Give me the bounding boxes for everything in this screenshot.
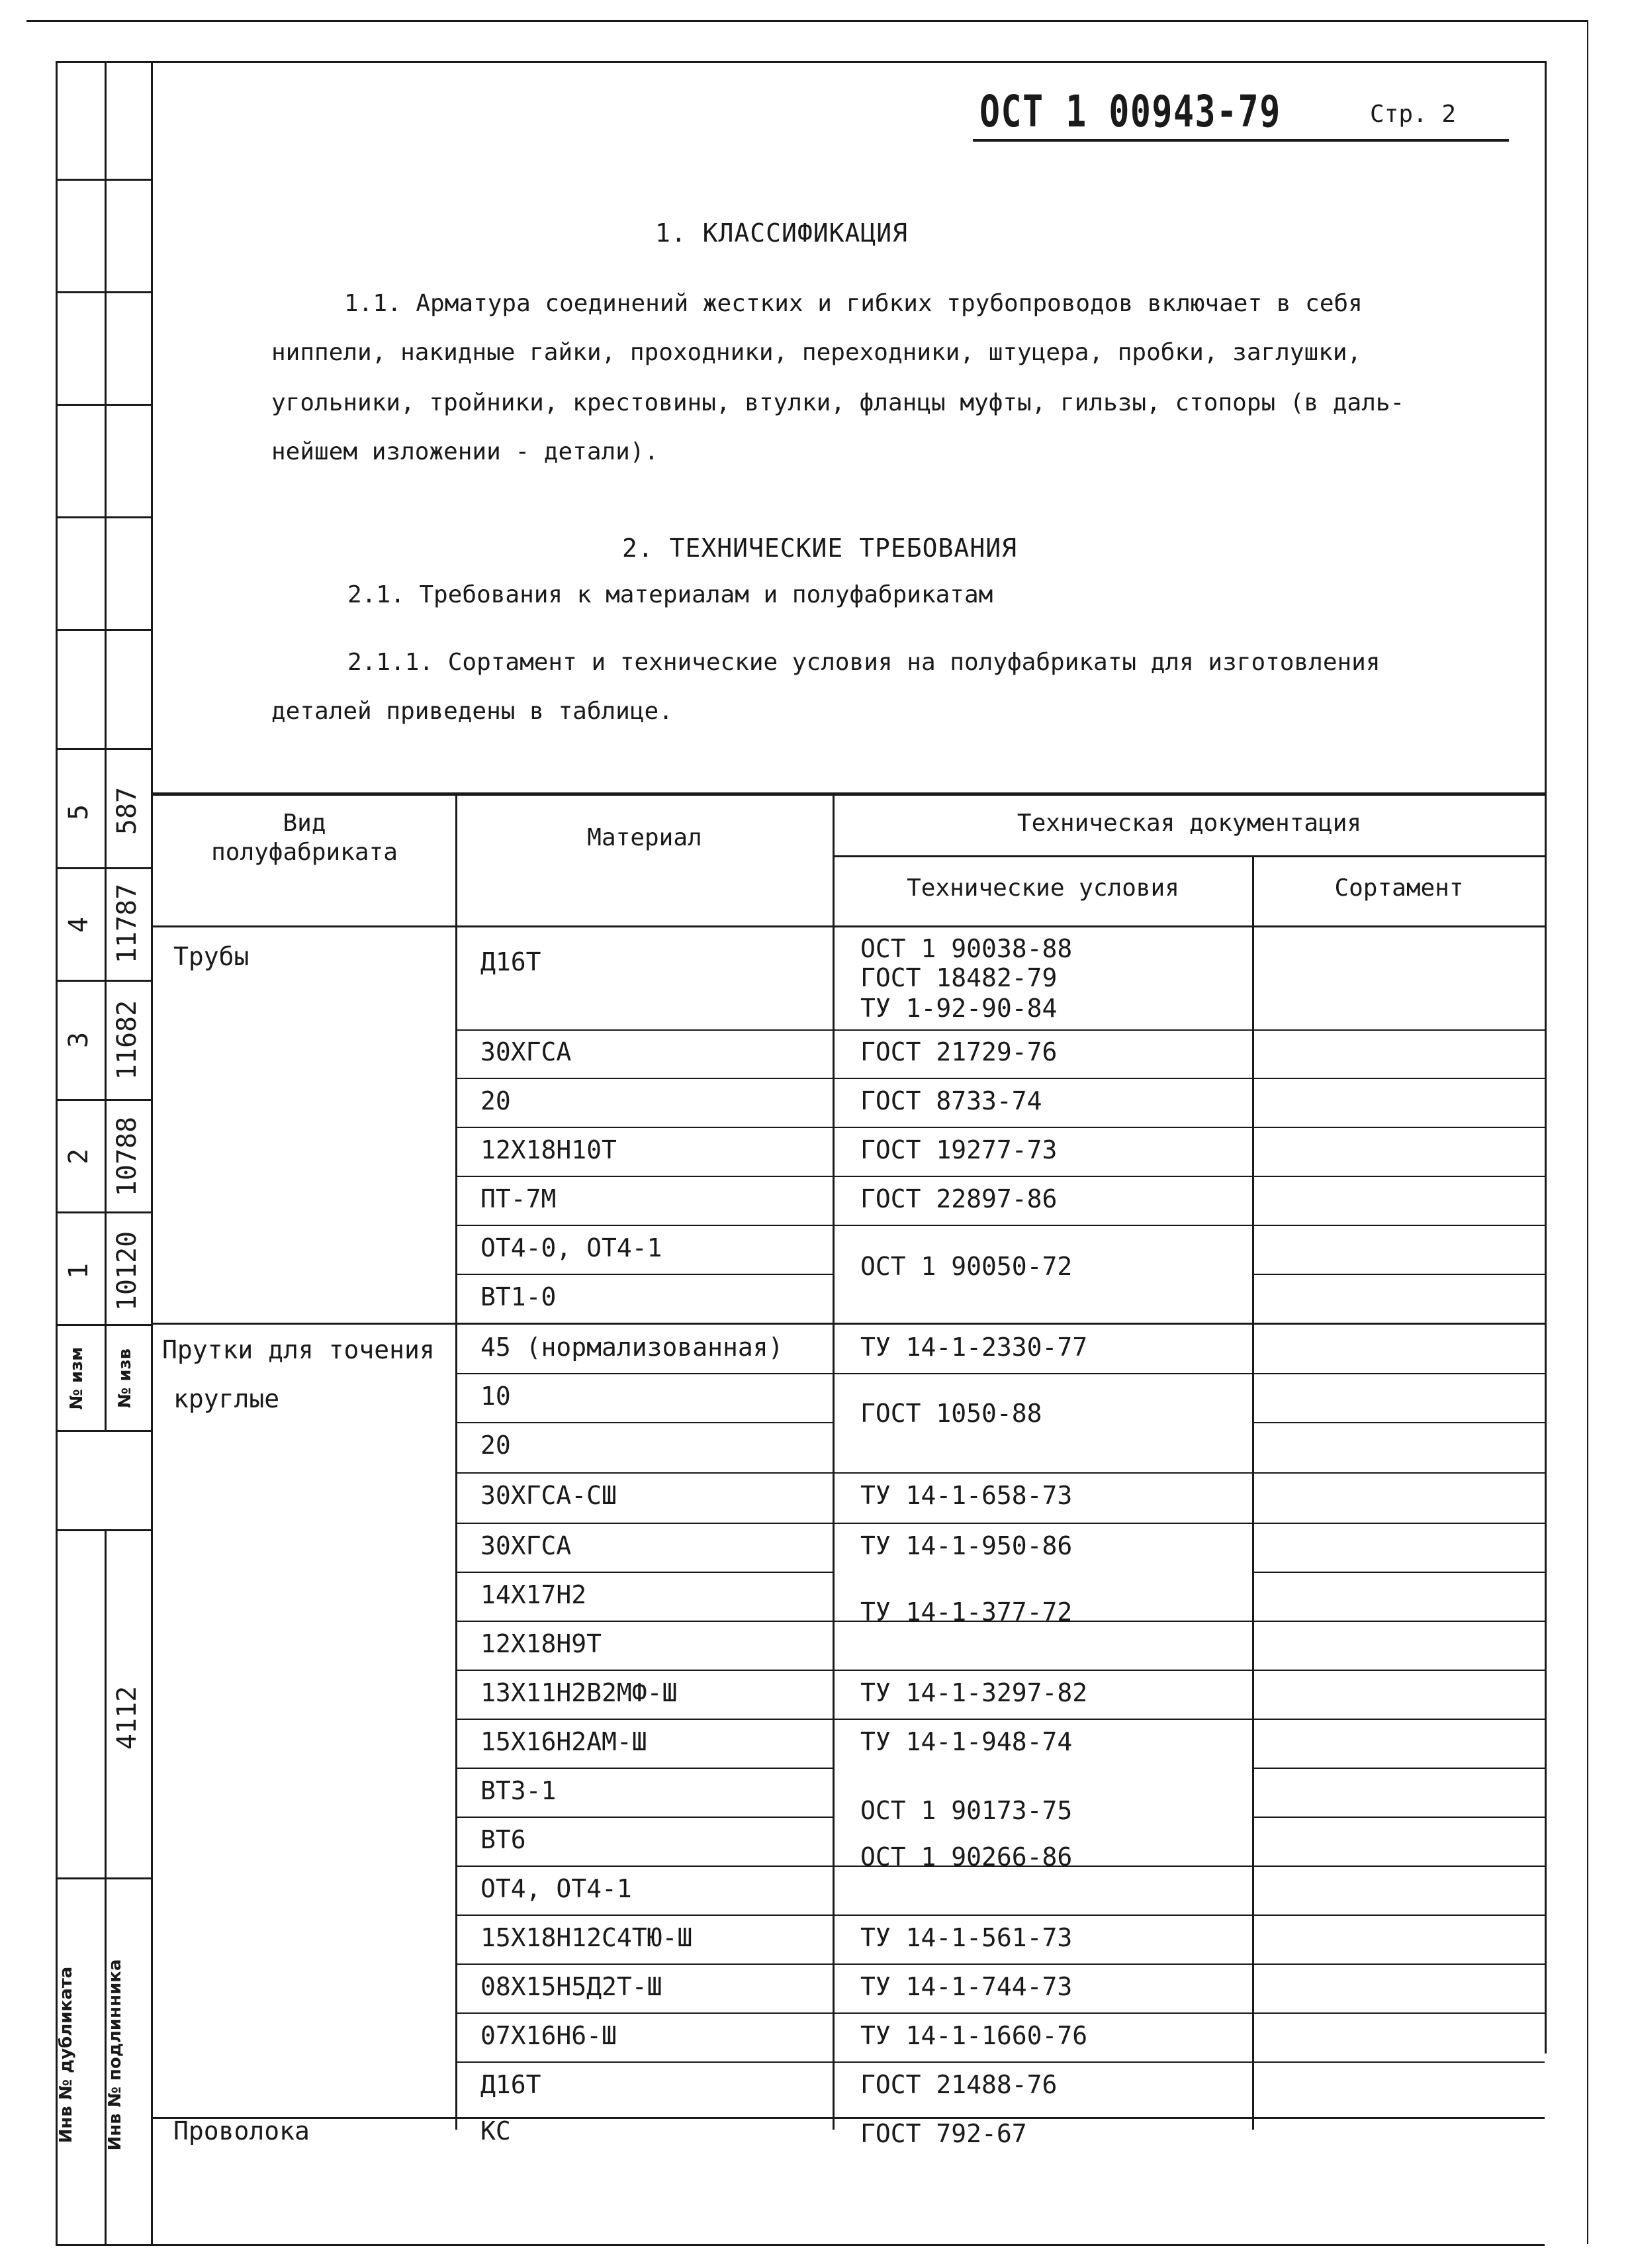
- frame-right: [1545, 61, 1547, 2054]
- row-line: [455, 1963, 1545, 1965]
- header-underline: [973, 139, 1509, 142]
- stamp-tick: [56, 867, 152, 869]
- table-header-bottom: [152, 925, 1545, 927]
- para-1-1-line3: угольники, тройники, крестовины, втулки, фланцы муфты, гильзы, стопоры (в даль-: [271, 389, 1405, 416]
- table-top-border: [152, 792, 1545, 796]
- stamp-tick: [56, 179, 152, 181]
- material-cell: 10: [480, 1382, 511, 1411]
- right-outer-rule: [1587, 20, 1588, 2244]
- stamp-izm-1: 1: [64, 1262, 94, 1280]
- stamp-izm-2: 2: [64, 1148, 94, 1165]
- material-cell: Д16Т: [480, 2070, 541, 2099]
- condition-cell: ГОСТ 19277-73: [860, 1135, 1058, 1164]
- top-rule: [26, 20, 1588, 22]
- condition-cell: ТУ 14-1-2330-77: [860, 1333, 1088, 1362]
- material-cell: 45 (нормализованная): [480, 1333, 784, 1362]
- group-provoloka: Проволока: [173, 2116, 310, 2146]
- para-2-1-1-line1: 2.1.1. Сортамент и технические условия на полуфабрикаты для изготовления: [347, 649, 1381, 676]
- material-cell: 30ХГСА: [480, 1037, 572, 1066]
- condition-cell: ТУ 14-1-948-74: [860, 1727, 1073, 1756]
- stamp-izv-587: 587: [112, 786, 142, 835]
- stamp-tick: [56, 629, 152, 631]
- material-cell: ВТ3-1: [480, 1776, 557, 1805]
- row-line: [455, 1914, 1545, 1916]
- condition-cell: ГОСТ 1050-88: [860, 1399, 1042, 1428]
- condition-cell: ТУ 14-1-658-73: [860, 1481, 1073, 1510]
- header-material: Материал: [587, 824, 702, 851]
- stamp-label-izm: № изм: [67, 1347, 87, 1410]
- row-line: [152, 1323, 1545, 1325]
- row-line: [455, 1817, 833, 1818]
- header-tech-documentation: Техническая документация: [1017, 810, 1362, 837]
- section-2-title: 2. ТЕХНИЧЕСКИЕ ТРЕБОВАНИЯ: [622, 534, 1017, 563]
- para-2-1-1-line2: деталей приведены в таблице.: [271, 698, 673, 725]
- material-cell: Д16Т: [480, 947, 541, 976]
- stamp-izm-4: 4: [64, 916, 94, 933]
- material-cell: 12Х18Н10Т: [480, 1135, 617, 1164]
- row-line: [1252, 1817, 1545, 1818]
- row-line: [455, 1029, 1545, 1031]
- material-cell: 12Х18Н9Т: [480, 1629, 602, 1658]
- section-1-title: 1. КЛАССИФИКАЦИЯ: [655, 218, 909, 248]
- material-cell: 30ХГСА: [480, 1531, 572, 1560]
- inv-podlinnika-number: 4112: [112, 1685, 142, 1750]
- stamp-izv-11787: 11787: [112, 883, 142, 964]
- row-line: [455, 1670, 1545, 1671]
- material-cell: КС: [480, 2116, 511, 2146]
- header-tech-conditions: Технические условия: [907, 874, 1179, 902]
- group-truby: Трубы: [173, 942, 249, 971]
- stamp-lower-mid: [56, 1877, 152, 1879]
- frame-bottom: [152, 2244, 1545, 2246]
- condition-cell: ТУ 14-1-1660-76: [860, 2021, 1088, 2050]
- row-line: [455, 1127, 1545, 1128]
- row-line: [152, 2117, 1545, 2119]
- condition-cell: ТУ 14-1-377-72: [860, 1597, 1073, 1627]
- condition-cell: ТУ 14-1-3297-82: [860, 1678, 1088, 1707]
- row-line: [1252, 1768, 1545, 1769]
- row-line: [455, 1078, 1545, 1079]
- inv-dublikata-label: Инв № дубликата: [56, 1966, 76, 2144]
- content-left-border: [151, 61, 153, 2245]
- sub-2-1: 2.1. Требования к материалам и полуфабрикатам: [347, 581, 993, 608]
- condition-cell: ОСТ 1 90266-86: [860, 1842, 1073, 1871]
- material-cell: ВТ6: [480, 1825, 526, 1854]
- stamp-izv-10120: 10120: [112, 1231, 142, 1311]
- stamp-izm-3: 3: [64, 1031, 94, 1049]
- stamp-tick: [56, 748, 152, 750]
- condition-cell: ТУ 14-1-744-73: [860, 1972, 1073, 2001]
- row-line: [455, 2061, 1545, 2063]
- material-cell: 15Х18Н12С4ТЮ-Ш: [480, 1923, 693, 1952]
- row-line: [455, 1768, 833, 1769]
- stamp-tick: [56, 1099, 152, 1101]
- row-line: [455, 1373, 1545, 1374]
- stamp-izv-10788: 10788: [112, 1116, 142, 1197]
- material-cell: ОТ4-0, ОТ4-1: [480, 1233, 662, 1262]
- material-cell: ОТ4, ОТ4-1: [480, 1874, 632, 1903]
- row-line: [455, 1572, 833, 1573]
- table-col2-line: [833, 792, 835, 2130]
- table-col1-line: [455, 792, 457, 2130]
- header-sortament: Сортамент: [1334, 874, 1464, 902]
- material-cell: 08Х15Н5Д2Т-Ш: [480, 1972, 662, 2001]
- frame-top: [56, 61, 1545, 63]
- row-line: [455, 1176, 1545, 1177]
- condition-cell: ТУ 14-1-561-73: [860, 1923, 1073, 1952]
- row-line: [455, 1225, 1545, 1226]
- doc-number: ОСТ 1 00943-79: [979, 86, 1281, 137]
- condition-cell: ГОСТ 792-67: [860, 2119, 1027, 2148]
- row-line: [1252, 1274, 1545, 1275]
- material-cell: 15Х16Н2АМ-Ш: [480, 1727, 647, 1756]
- stamp-tick: [56, 404, 152, 406]
- stamp-tick: [56, 1324, 152, 1326]
- table-col3-line: [1252, 855, 1254, 2130]
- condition-cell: ГОСТ 22897-86: [860, 1184, 1058, 1213]
- condition-cell: ОСТ 1 90038-88: [860, 934, 1073, 963]
- material-cell: 20: [480, 1086, 511, 1115]
- stamp-tick: [56, 980, 152, 982]
- row-line: [455, 1422, 833, 1423]
- condition-cell: ТУ 1-92-90-84: [860, 994, 1058, 1023]
- material-cell: 14Х17Н2: [480, 1580, 587, 1609]
- row-line: [455, 2012, 1545, 2014]
- header-vid-polufabrikata: Вид полуфабриката: [211, 810, 398, 866]
- stamp-izm-5: 5: [64, 804, 94, 821]
- group-prutki-line2: круглые: [173, 1384, 280, 1413]
- condition-cell: ГОСТ 21488-76: [860, 2070, 1058, 2099]
- stamp-divider-v: [105, 61, 107, 1431]
- stamp-label-izv: № изв: [115, 1348, 135, 1409]
- para-1-1-line2: ниппели, накидные гайки, проходники, переходники, штуцера, пробки, заглушки,: [271, 339, 1362, 366]
- table-header-subline: [833, 855, 1545, 857]
- material-cell: ВТ1-0: [480, 1282, 557, 1311]
- condition-cell: ОСТ 1 90050-72: [860, 1252, 1073, 1281]
- row-line: [1252, 1422, 1545, 1423]
- material-cell: 30ХГСА-СШ: [480, 1481, 617, 1510]
- material-cell: 07Х16Н6-Ш: [480, 2021, 617, 2050]
- condition-cell: ТУ 14-1-950-86: [860, 1531, 1073, 1560]
- stamp-upper-bottom: [56, 1430, 152, 1432]
- row-line: [455, 1472, 1545, 1474]
- condition-cell: ГОСТ 18482-79: [860, 963, 1058, 992]
- material-cell: 20: [480, 1431, 511, 1460]
- condition-cell: ОСТ 1 90173-75: [860, 1796, 1073, 1825]
- condition-cell: ГОСТ 8733-74: [860, 1086, 1042, 1115]
- material-cell: ПТ-7М: [480, 1184, 557, 1213]
- stamp-tick: [56, 516, 152, 518]
- stamp-lower-top: [56, 1529, 152, 1531]
- row-line: [1252, 1572, 1545, 1573]
- material-cell: 13Х11Н2В2МФ-Ш: [480, 1678, 678, 1707]
- row-line: [455, 1274, 833, 1275]
- group-prutki-line1: Прутки для точения: [162, 1335, 435, 1364]
- para-1-1-line4: нейшем изложении - детали).: [271, 438, 659, 465]
- row-line: [455, 1719, 1545, 1720]
- stamp-izv-11682: 11682: [112, 1000, 142, 1080]
- para-1-1-line1: 1.1. Арматура соединений жестких и гибких трубопроводов включает в себя: [344, 290, 1363, 317]
- stamp-tick: [56, 291, 152, 293]
- condition-cell: ГОСТ 21729-76: [860, 1037, 1058, 1066]
- page-label: Стр. 2: [1370, 101, 1457, 128]
- inv-podlinnika-label: Инв № подлинника: [105, 1959, 125, 2151]
- stamp-tick: [56, 1211, 152, 1213]
- row-line: [455, 1523, 1545, 1524]
- stamp-lower-bottom: [56, 2244, 152, 2246]
